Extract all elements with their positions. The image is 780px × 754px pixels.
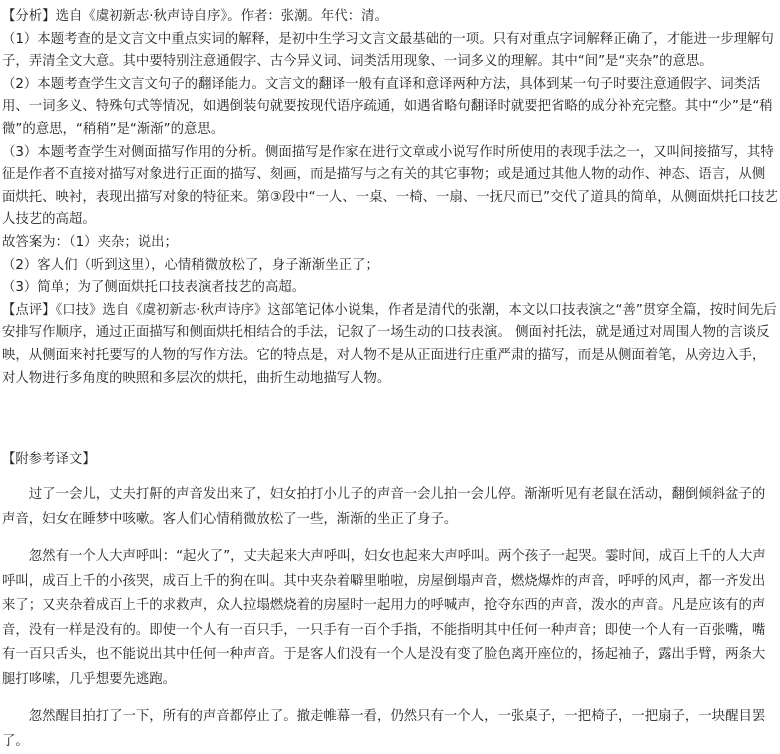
translation-paragraph-1 bbox=[2, 483, 778, 532]
translation-text: 过了一会儿，丈夫打鼾的声音发出来了，妇女拍打小儿子的声音一会儿拍一会儿停。渐渐听见有老鼠在活动，翻倒倾斜盆子的声音，妇女在睡梦中咳嗽。客人们心情稍微放松了一些，渐渐的坐正了身子。 bbox=[2, 487, 766, 527]
analysis-point-3: （3）本题考查学生对侧面描写作用的分析。侧面描写是作家在进行文章或小说写作时所使用的表现手法之一，又叫间接描写，其特征是作者不直接对描写对象进行正面的描写、刻画，而是描写与之有关的其它事物；或是通过其他人物的动作、神态、语言，从侧面烘托、映衬，表现出描写对象的特征来。第③段中“一人、一桌、一椅、一扇、一抚尺而已”交代了道具的简单，从侧面烘托口技艺人技艺的高超。 bbox=[2, 144, 778, 228]
analysis-point-2: （2）本题考查学生文言文句子的翻译能力。文言文的翻译一般有直译和意译两种方法，具体到某一句子时要注意通假字、词类活用、一词多义、特殊句式等情况，如遇倒装句就要按现代语序疏通，如遇省略句翻译时就要把省略的成分补充完整。其中“少”是“稍微”的意思，“稍稍”是“渐渐”的意思。 bbox=[2, 76, 773, 137]
comment-label: 【点评】 bbox=[2, 302, 56, 318]
translation-text: 忽然有一个人大声呼叫：“起火了”，丈夫起来大声呼叫，妇女也起来大声呼叫。两个孩子一起哭。霎时间，成百上千的人大声呼叫，成百上千的小孩哭，成百上千的狗在叫。其中夹杂着噼里啪啦，房屋倒塌声音，燃烧爆炸的声音，呼呼的风声，都一齐发出来了；又夹杂着成百上千的求救声，众人拉塌燃烧着的房屋时一起用力的呼喊声，抢夺东西的声音，泼水的声音。凡是应该有的声音，没有一样是没有的。即使一个人有一百只手，一只手有一百个手指，不能指明其中任何一种声音；即使一个人有一百张嘴，嘴有一百只舌头，也不能说出其中任何一种声音。于是客人们没有一个人是没有变了脸色离开座位的，扬起袖子，露出手臂，两条大腿打哆嗦，几乎想要先逃跑。 bbox=[2, 549, 766, 687]
comment-text: 《口技》选自《虞初新志·秋声诗序》这部笔记体小说集，作者是清代的张潮，本文以口技表演之“善”贯穿全篇，按时间先后安排写作顺序，通过正面描写和侧面烘托相结合的手法，记叙了一场生动的口技表演。 侧面衬托法，就是通过对周围人物的言谈反映，从侧面来衬托要写的人物的写作方法。它的特点是，对人物不是从正面进行庄重严肃的描写，而是从侧面着笔，从旁边入手，对人物进行多角度的映照和多层次的烘托，曲折生动地描写人物。 bbox=[2, 302, 777, 386]
analysis-point-1: （1）本题考查的是文言文中重点实词的解释，是初中生学习文言文最基础的一项。只有对重点字词解释正确了，才能进一步理解句子，弄清全文大意。其中要特别注意通假字、古今异义词、词类活用现象、一词多义的理解。其中“间”是“夹杂”的意思。 bbox=[2, 31, 774, 70]
translation-paragraph-3 bbox=[2, 705, 778, 754]
translation-title: 【附参考译文】 bbox=[2, 452, 96, 467]
analysis-source-text: 选自《虞初新志·秋声诗自序》。作者：张潮。年代：清。 bbox=[55, 9, 388, 24]
answer-3: （3）简单；为了侧面烘托口技表演者技艺的高超。 bbox=[2, 280, 306, 296]
answer-2: （2）客人们（听到这里），心情稍微放松了，身子渐渐坐正了； bbox=[2, 257, 379, 273]
answer-intro: 故答案为：（1）夹杂；说出； bbox=[2, 234, 178, 250]
translation-paragraph-2 bbox=[2, 545, 778, 693]
analysis-source-line bbox=[2, 6, 778, 29]
analysis-section bbox=[2, 6, 778, 390]
analysis-label: 【分析】 bbox=[2, 9, 56, 24]
comment-paragraph bbox=[2, 300, 778, 390]
translation-text: 忽然醒目拍打了一下，所有的声音都停止了。撤走帷幕一看，仍然只有一个人，一张桌子，一把椅子，一把扇子，一块醒目罢了。 bbox=[2, 709, 766, 749]
